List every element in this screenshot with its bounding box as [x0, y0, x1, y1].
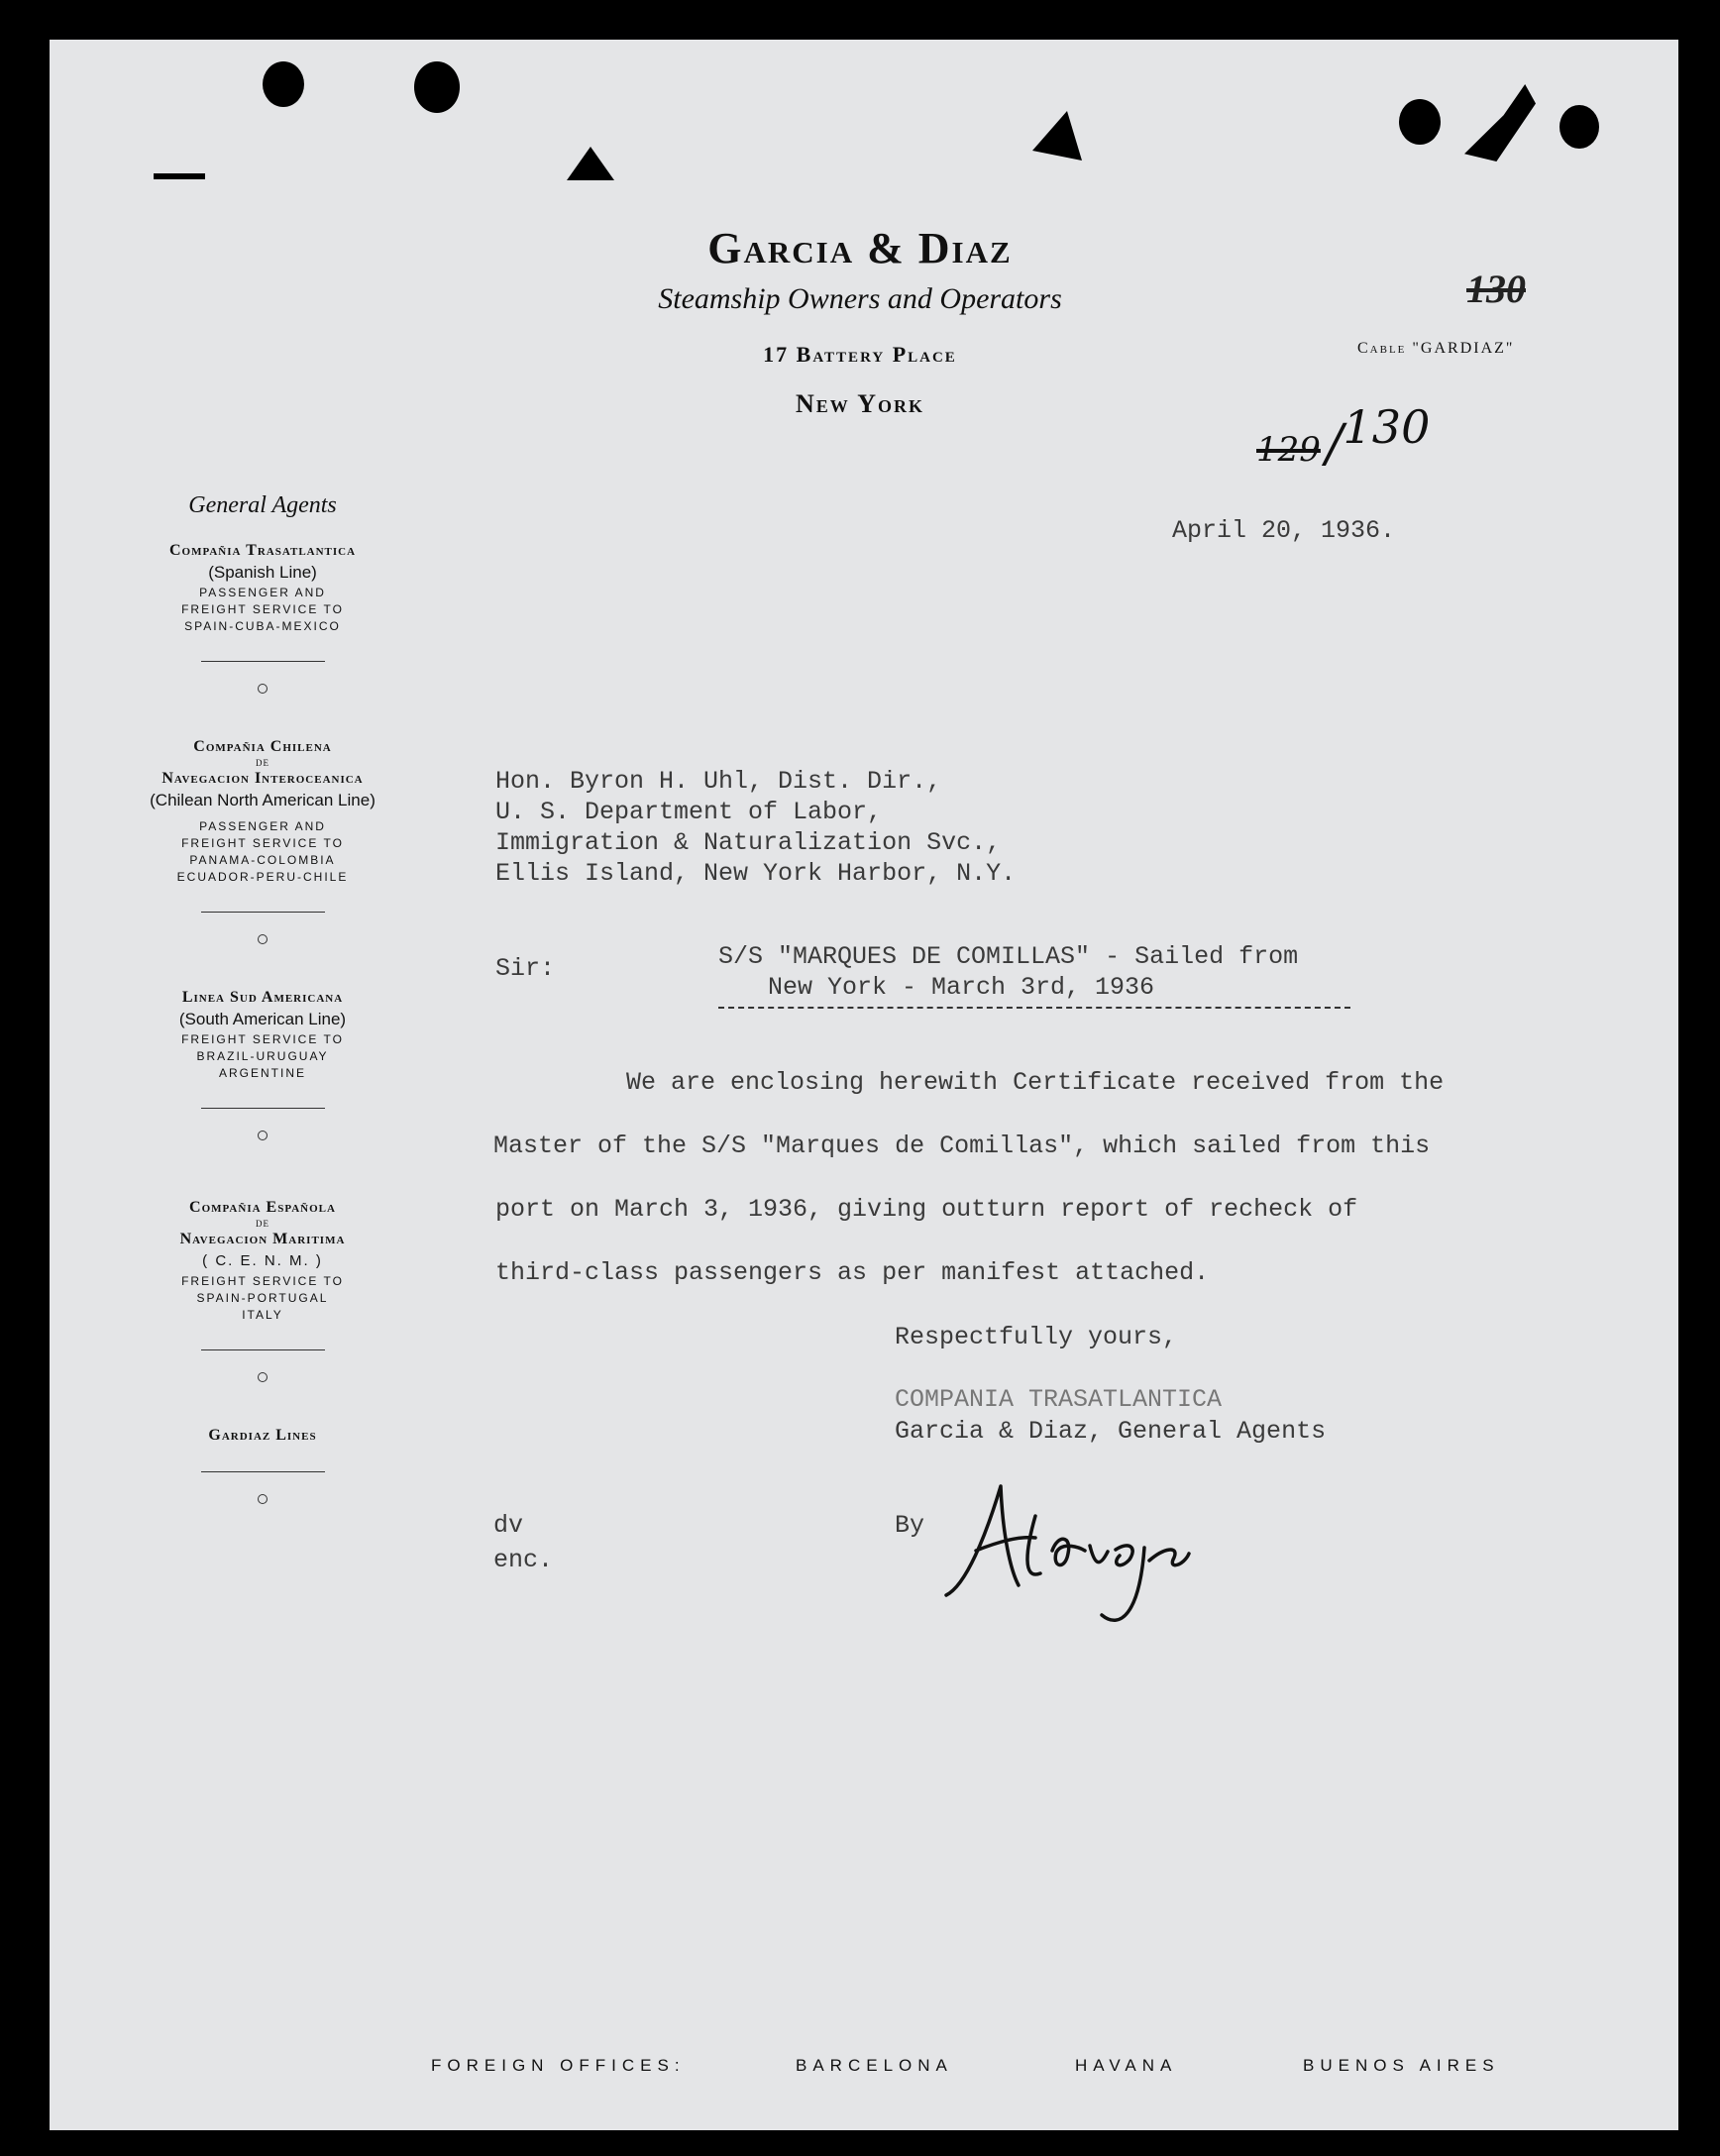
punch-hole: [1559, 105, 1599, 149]
subject-block: [718, 941, 1298, 1003]
body-line: port on March 3, 1936, giving outturn report of recheck of: [495, 1195, 1358, 1224]
footer-office: BUENOS AIRES: [1303, 2056, 1500, 2075]
subject-line: S/S "MARQUES DE COMILLAS" - Sailed from: [718, 942, 1299, 971]
divider: [201, 912, 325, 913]
agent-de: DE: [256, 758, 269, 768]
footer-office: BARCELONA: [796, 2056, 953, 2075]
divider: [201, 1471, 325, 1472]
agent-block: [129, 737, 396, 886]
subject-line: New York - March 3rd, 1936: [768, 973, 1155, 1002]
agent-service: SPAIN-CUBA-MEXICO: [184, 619, 341, 633]
signatory-agent: Garcia & Diaz, General Agents: [895, 1417, 1327, 1446]
enclosure-note: enc.: [493, 1546, 554, 1574]
agent-service: SPAIN-PORTUGAL: [196, 1291, 329, 1305]
agent-service: PASSENGER AND: [199, 819, 326, 833]
general-agents-sidebar: [129, 492, 396, 1504]
recipient-line: Ellis Island, New York Harbor, N.Y.: [495, 859, 1017, 888]
file-number: 130: [1343, 400, 1431, 454]
recipient-line: Hon. Byron H. Uhl, Dist. Dir.,: [495, 767, 942, 796]
agent-subtitle: (South American Line): [178, 1010, 347, 1028]
body-line: We are enclosing herewith Certificate received from the: [626, 1068, 1445, 1097]
agent-name: Compañia Chilena: [193, 738, 332, 755]
address-city: New York: [795, 389, 925, 418]
agent-service: ARGENTINE: [218, 1066, 306, 1080]
divider: [201, 1349, 325, 1350]
paper-mark: [154, 173, 205, 179]
signatory-company: COMPANIA TRASATLANTICA: [895, 1385, 1223, 1414]
footer-label: FOREIGN OFFICES:: [431, 2056, 686, 2075]
file-number-slash: /: [1326, 414, 1344, 474]
agent-service: PASSENGER AND: [199, 586, 326, 599]
company-tagline: Steamship Owners and Operators: [658, 282, 1062, 315]
agent-service: FREIGHT SERVICE TO: [181, 1274, 344, 1288]
agent-name: Compañia Trasatlantica: [168, 542, 357, 559]
agent-service: FREIGHT SERVICE TO: [181, 1032, 344, 1046]
divider: [201, 661, 325, 662]
agent-block: [129, 988, 396, 1082]
divider-dot: [258, 1372, 268, 1382]
recipient-line: Immigration & Naturalization Svc.,: [495, 828, 1002, 857]
agent-name-2: Navegacion Maritima: [179, 1231, 346, 1247]
punch-hole: [1399, 99, 1441, 145]
agent-name: Compañia Española: [189, 1199, 336, 1216]
sidebar-heading: General Agents: [188, 492, 337, 518]
salutation: Sir:: [495, 954, 556, 983]
agent-name-2: Navegacion Interoceanica: [161, 770, 364, 787]
recipient-line: U. S. Department of Labor,: [495, 798, 883, 826]
agent-name: Linea Sud Americana: [181, 989, 344, 1006]
agent-service: BRAZIL-URUGUAY: [196, 1049, 329, 1063]
subject-underline: [718, 1007, 1350, 1009]
address-street: 17 Battery Place: [763, 342, 957, 367]
agent-service: FREIGHT SERVICE TO: [181, 602, 344, 616]
struck-file-number: 129: [1256, 430, 1321, 470]
agent-block: [129, 1198, 396, 1324]
punch-hole: [263, 61, 304, 107]
agent-service: PANAMA-COLOMBIA: [189, 853, 336, 867]
agent-service: FREIGHT SERVICE TO: [181, 836, 344, 850]
agent-service: ECUADOR-PERU-CHILE: [176, 870, 349, 884]
cable-address: Cable "GARDIAZ": [1357, 340, 1515, 357]
agent-subtitle: (Spanish Line): [208, 563, 317, 582]
agent-subtitle: ( C. E. N. M. ): [202, 1252, 323, 1269]
divider-dot: [258, 1494, 268, 1504]
divider-dot: [258, 684, 268, 694]
initials: dv: [493, 1511, 524, 1540]
closing: Respectfully yours,: [895, 1323, 1178, 1351]
struck-file-number-top: 130: [1466, 267, 1526, 311]
company-name: Garcia & Diaz: [707, 224, 1013, 272]
letter-date: April 20, 1936.: [1172, 516, 1396, 545]
divider-dot: [258, 1131, 268, 1140]
agent-service: ITALY: [242, 1308, 283, 1322]
signature: [941, 1456, 1229, 1635]
agent-block: [129, 541, 396, 635]
body-line: third-class passengers as per manifest attached.: [495, 1258, 1210, 1287]
divider: [201, 1108, 325, 1109]
handwritten-file-number: [1256, 400, 1431, 474]
punch-hole: [414, 61, 460, 113]
agent-de: DE: [256, 1219, 269, 1229]
footer-office: HAVANA: [1075, 2056, 1178, 2075]
agent-subtitle: (Chilean North American Line): [150, 791, 376, 809]
by-label: By: [895, 1511, 925, 1540]
gardiaz-lines: Gardiaz Lines: [208, 1427, 317, 1444]
body-line: Master of the S/S "Marques de Comillas", which sailed from this: [493, 1132, 1431, 1160]
recipient-address: [495, 766, 1016, 889]
divider-dot: [258, 934, 268, 944]
